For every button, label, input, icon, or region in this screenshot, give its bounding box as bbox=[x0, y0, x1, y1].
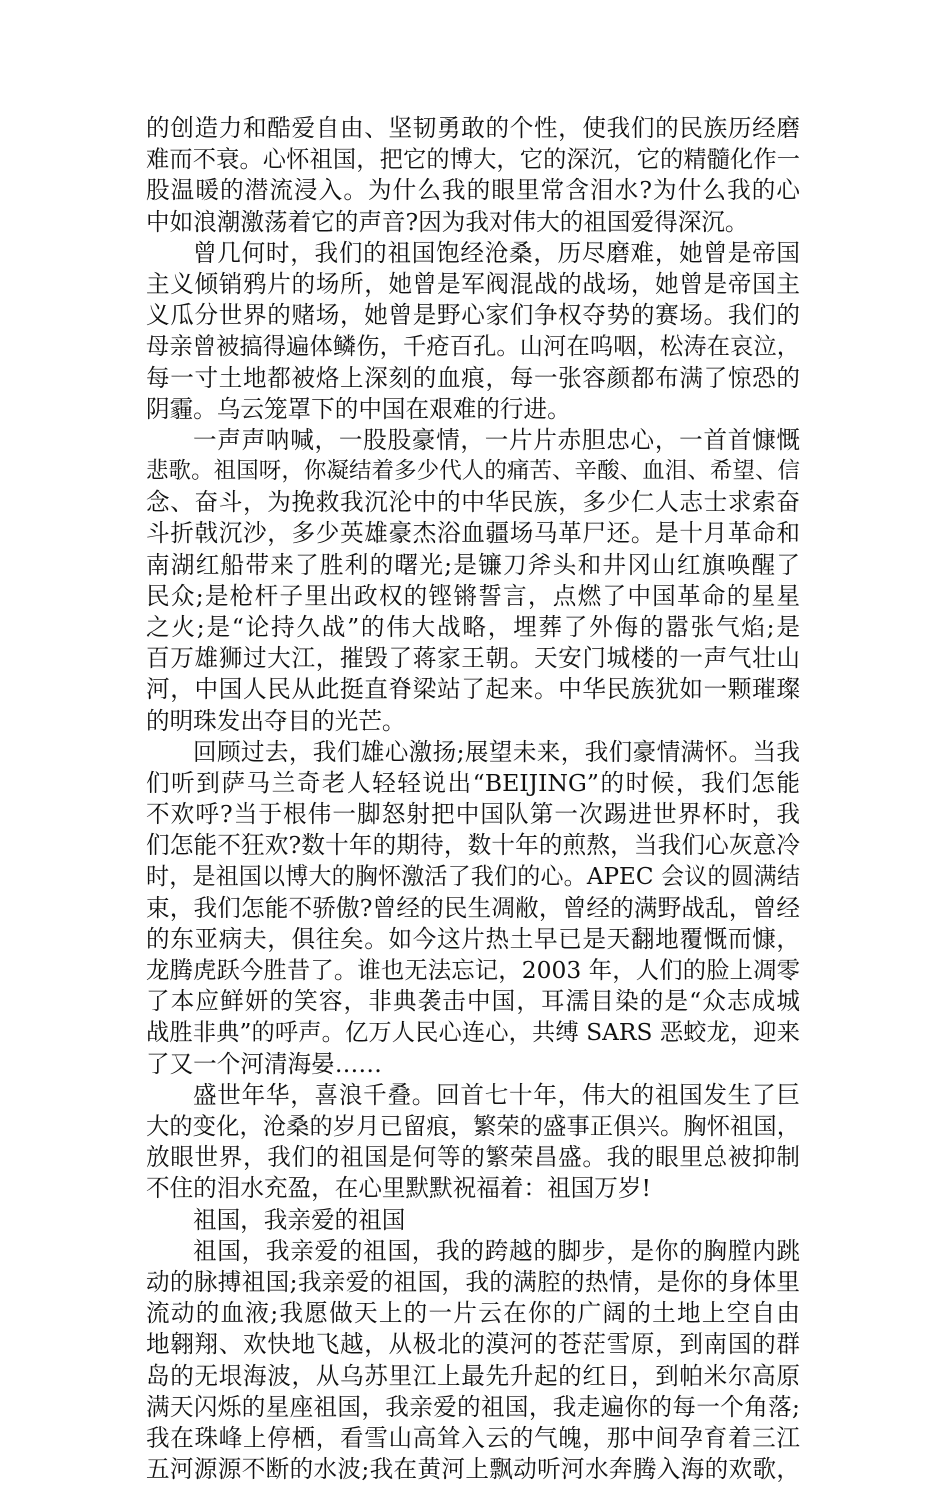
text-line: 大的变化，沧桑的岁月已留痕，繁荣的盛事正俱兴。胸怀祖国， bbox=[146, 1113, 800, 1140]
text-line: 动的脉搏祖国;我亲爱的祖国，我的满腔的热情，是你的身体里 bbox=[146, 1267, 800, 1296]
text-line: 满天闪烁的星座祖国，我亲爱的祖国，我走遍你的每一个角落; bbox=[146, 1392, 800, 1421]
paragraph-first-line: 一声声呐喊，一股股豪情，一片片赤胆忠心，一首首慷慨 bbox=[193, 425, 800, 454]
text-line: 每一寸土地都被烙上深刻的血痕，每一张容颜都布满了惊恐的 bbox=[146, 363, 800, 392]
paragraph-first-line: 盛世年华，喜浪千叠。回首七十年，伟大的祖国发生了巨 bbox=[193, 1080, 800, 1109]
text-line: 母亲曾被搞得遍体鳞伤，千疮百孔。山河在呜咽，松涛在哀泣， bbox=[146, 333, 800, 361]
text-line: 悲歌。祖国呀，你凝结着多少代人的痛苦、辛酸、血泪、希望、信 bbox=[146, 458, 800, 485]
text-line: 的东亚病夫，俱往矣。如今这片热土早已是天翻地覆慨而慷， bbox=[146, 924, 800, 953]
text-line: 了本应鲜妍的笑容，非典袭击中国，耳濡目染的是“众志成城 bbox=[146, 987, 800, 1016]
text-line: 时，是祖国以博大的胸怀激活了我们的心。APEC 会议的圆满结 bbox=[146, 863, 800, 890]
document-body bbox=[146, 113, 800, 1485]
paragraph-first-line: 祖国，我亲爱的祖国，我的跨越的脚步，是你的胸膛内跳 bbox=[193, 1236, 800, 1265]
text-line: 们听到萨马兰奇老人轻轻说出“BEIJING”的时候，我们怎能 bbox=[146, 768, 800, 797]
text-line: 百万雄狮过大江，摧毁了蒋家王朝。天安门城楼的一声气壮山 bbox=[146, 644, 800, 673]
text-line: 地翱翔、欢快地飞越，从极北的漠河的苍茫雪原，到南国的群 bbox=[146, 1330, 800, 1359]
text-line: 了又一个河清海晏…… bbox=[146, 1049, 382, 1078]
text-line: 岛的无垠海波，从乌苏里江上最先升起的红日，到帕米尔高原 bbox=[146, 1361, 800, 1390]
paragraph-first-line: 回顾过去，我们雄心激扬;展望未来，我们豪情满怀。当我 bbox=[193, 737, 800, 766]
paragraph-first-line: 祖国，我亲爱的祖国 bbox=[193, 1205, 406, 1234]
text-line: 五河源源不断的水波;我在黄河上飘动听河水奔腾入海的欢歌， bbox=[146, 1455, 800, 1484]
text-line: 龙腾虎跃今胜昔了。谁也无法忘记，2003 年，人们的脸上凋零 bbox=[146, 956, 800, 985]
text-line: 战胜非典”的呼声。亿万人民心连心，共缚 SARS 恶蛟龙，迎来 bbox=[146, 1019, 800, 1047]
text-line: 不欢呼?当于根伟一脚怒射把中国队第一次踢进世界杯时，我 bbox=[146, 800, 800, 829]
text-line: 束，我们怎能不骄傲?曾经的民生凋敝，曾经的满野战乱，曾经 bbox=[146, 893, 800, 922]
text-line: 阴霾。乌云笼罩下的中国在艰难的行进。 bbox=[146, 394, 571, 423]
text-line: 民众;是枪杆子里出政权的铿锵誓言，点燃了中国革命的星星 bbox=[146, 581, 800, 610]
text-line: 的明珠发出夺目的光芒。 bbox=[146, 706, 406, 735]
text-line: 们怎能不狂欢?数十年的期待，数十年的煎熬，当我们心灰意冷 bbox=[146, 831, 800, 860]
text-line: 流动的血液;我愿做天上的一片云在你的广阔的土地上空自由 bbox=[146, 1299, 800, 1328]
text-line: 放眼世界，我们的祖国是何等的繁荣昌盛。我的眼里总被抑制 bbox=[146, 1143, 800, 1172]
text-line: 股温暖的潜流浸入。为什么我的眼里常含泪水?为什么我的心 bbox=[146, 176, 800, 205]
text-line: 念、奋斗，为挽救我沉沦中的中华民族，多少仁人志士求索奋 bbox=[146, 488, 800, 517]
text-line: 斗折戟沉沙，多少英雄豪杰浴血疆场马革尸还。是十月革命和 bbox=[146, 519, 800, 548]
text-line: 难而不衰。心怀祖国，把它的博大，它的深沉，它的精髓化作一 bbox=[146, 146, 800, 174]
text-line: 的创造力和酷爱自由、坚韧勇敢的个性，使我们的民族历经磨 bbox=[146, 114, 800, 142]
text-line: 我在珠峰上停栖，看雪山高耸入云的气魄，那中间孕育着三江 bbox=[146, 1423, 800, 1452]
text-line: 中如浪潮激荡着它的声音?因为我对伟大的祖国爱得深沉。 bbox=[146, 207, 749, 236]
text-line: 主义倾销鸦片的场所，她曾是军阀混战的战场，她曾是帝国主 bbox=[146, 269, 800, 298]
text-line: 南湖红船带来了胜利的曙光;是镰刀斧头和井冈山红旗唤醒了 bbox=[146, 550, 800, 579]
text-line: 河，中国人民从此挺直脊梁站了起来。中华民族犹如一颗璀璨 bbox=[146, 675, 800, 704]
text-line: 义瓜分世界的赌场，她曾是野心家们争权夺势的赛场。我们的 bbox=[146, 301, 800, 330]
paragraph-first-line: 曾几何时，我们的祖国饱经沧桑，历尽磨难，她曾是帝国 bbox=[193, 238, 800, 267]
text-line: 之火;是“论持久战”的伟大战略，埋葬了外侮的嚣张气焰;是 bbox=[146, 613, 800, 641]
text-line: 不住的泪水充盈，在心里默默祝福着：祖国万岁! bbox=[146, 1174, 651, 1203]
